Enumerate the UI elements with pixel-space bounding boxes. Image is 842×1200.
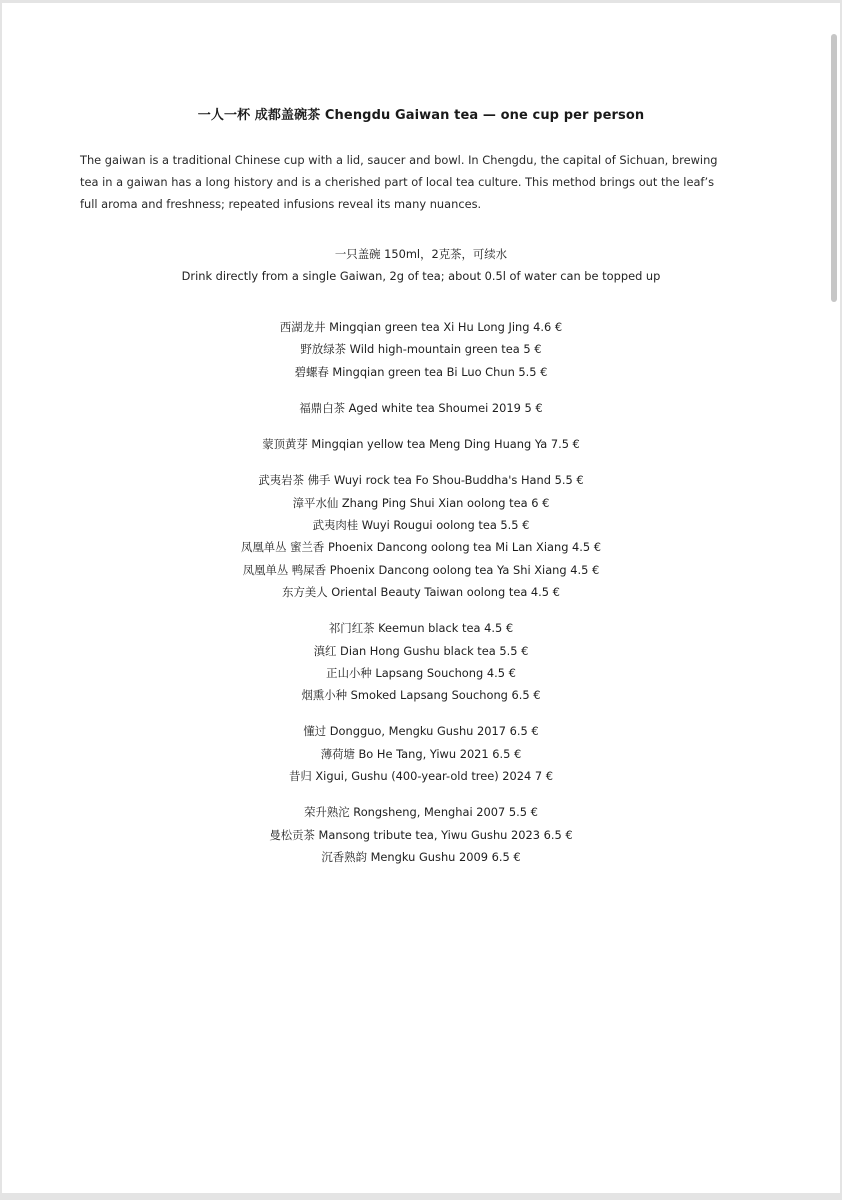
menu-item: 懂过 Dongguo, Mengku Gushu 2017 6.5 € xyxy=(303,724,539,739)
menu-item: 福鼎白茶 Aged white tea Shoumei 2019 5 € xyxy=(299,400,543,415)
menu-item: 西湖龙井 Mingqian green tea Xi Hu Long Jing 4.6 € xyxy=(279,320,563,334)
serving-info-en: Drink directly from a single Gaiwan, 2g of tea; about 0.5l of water can be topped up xyxy=(181,269,661,283)
intro-line: full aroma and freshness; repeated infusions reveal its many nuances. xyxy=(80,197,482,211)
menu-item: 祁门红茶 Keemun black tea 4.5 € xyxy=(328,621,514,636)
raw-puer-group xyxy=(2,713,840,787)
document-page xyxy=(2,3,840,1193)
vertical-scrollbar[interactable] xyxy=(831,34,837,302)
menu-item: 凤凰单丛 蜜兰香 Phoenix Dancong oolong tea Mi Lan Xiang 4.5 € xyxy=(240,540,602,555)
ripe-puer-group xyxy=(2,794,840,868)
white-tea-group xyxy=(2,390,840,419)
menu-item: 昔归 Xigui, Gushu (400-year-old tree) 2024 7 € xyxy=(288,769,554,784)
menu-item: 曼松贡茶 Mansong tribute tea, Yiwu Gushu 2023 6.5 € xyxy=(269,827,573,842)
menu-item: 野放绿茶 Wild high-mountain green tea 5 € xyxy=(300,342,542,357)
menu-item: 荣升熟沱 Rongsheng, Menghai 2007 5.5 € xyxy=(304,805,538,820)
menu-item: 碧螺春 Mingqian green tea Bi Luo Chun 5.5 € xyxy=(294,364,548,379)
intro-line: The gaiwan is a traditional Chinese cup with a lid, saucer and bowl. In Chengdu, the capital of Sichuan, brewing xyxy=(80,153,718,167)
menu-item: 凤凰单丛 鸭屎香 Phoenix Dancong oolong tea Ya Shi Xiang 4.5 € xyxy=(242,562,600,577)
serving-info-zh: 一只盖碗 150ml，2克茶，可续水 xyxy=(334,247,508,261)
menu-item: 薄荷塘 Bo He Tang, Yiwu 2021 6.5 € xyxy=(320,746,522,761)
menu-item: 漳平水仙 Zhang Ping Shui Xian oolong tea 6 € xyxy=(292,495,550,510)
green-tea-group xyxy=(2,316,840,383)
oolong-tea-group xyxy=(2,462,840,603)
intro-line: tea in a gaiwan has a long history and is a cherished part of local tea culture. This method brings out the leaf’s xyxy=(80,175,714,189)
page-title: 一人一杯 成都盖碗茶 Chengdu Gaiwan tea — one cup per person xyxy=(197,108,645,123)
menu-item: 烟熏小种 Smoked Lapsang Souchong 6.5 € xyxy=(301,688,541,703)
menu-item: 滇红 Dian Hong Gushu black tea 5.5 € xyxy=(313,643,529,658)
menu-item: 武夷岩茶 佛手 Wuyi rock tea Fo Shou-Buddha's Hand 5.5 € xyxy=(258,473,584,488)
yellow-tea-group xyxy=(2,426,840,455)
menu-item: 沉香熟韵 Mengku Gushu 2009 6.5 € xyxy=(321,849,521,864)
menu-item: 武夷肉桂 Wuyi Rougui oolong tea 5.5 € xyxy=(312,518,530,533)
menu-item: 东方美人 Oriental Beauty Taiwan oolong tea 4.5 € xyxy=(282,584,560,599)
menu-item: 正山小种 Lapsang Souchong 4.5 € xyxy=(326,665,516,680)
black-tea-group xyxy=(2,610,840,706)
menu-item: 蒙顶黄芽 Mingqian yellow tea Meng Ding Huang Ya 7.5 € xyxy=(262,437,580,452)
intro-paragraph xyxy=(80,149,760,215)
serving-info xyxy=(2,243,840,287)
tea-menu xyxy=(2,316,840,868)
